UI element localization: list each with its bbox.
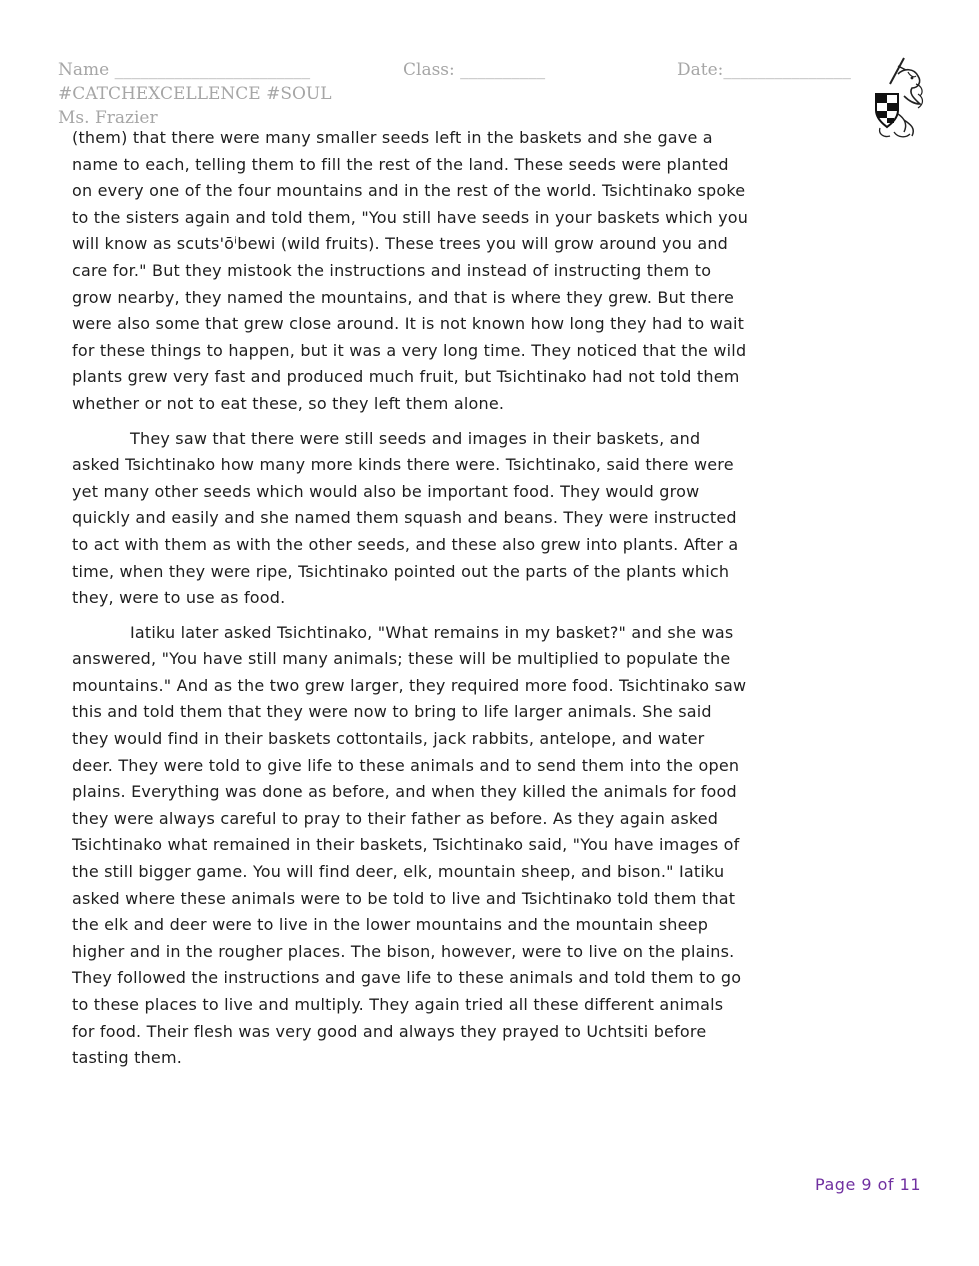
class-field-label: Class: __________ [403, 60, 546, 80]
page-number: Page 9 of 11 [815, 1175, 921, 1194]
paragraph: Iatiku later asked Tsichtinako, "What remains in my basket?" and she was answered, "You have still many animals; these will be multiplied to populate the mountains." And as the two grew larger, they required more food. Tsichtinako saw this and told them that they were now to bring to life larger animals. She said they would find in their baskets cottontails, jack rabbits, antelope, and water deer. They were told to give life to these animals and to send them into the open plains. Everything was done as before, and when they killed the animals for food they were always careful to pray to their father as before. As they again asked Tsichtinako what remained in their baskets, Tsichtinako said, "You have images of the still bigger game. You will find deer, elk, mountain sheep, and bison." Iatiku asked where these animals were to be told to live and Tsichtinako told them that the elk and deer were to live in the lower mountains and the mountain sheep higher and in the rougher places. The bison, however, were to live on the plains. They followed the instructions and gave life to these animals and told them to go to these places to live and multiply. They again tried all these different animals for food. Their flesh was very good and always they prayed to Uchtsiti before tasting them. [72, 622, 747, 1068]
knight-lion-crest-icon [868, 54, 926, 140]
name-field-label: Name _______________________ [58, 60, 311, 80]
teacher-name: Ms. Frazier [58, 108, 158, 128]
paragraph: They saw that there were still seeds and images in their baskets, and asked Tsichtinako how many more kinds there were. Tsichtinako, said there were yet many other seeds which would also be important food. They would grow quickly and easily and she named them squash and beans. They were instructed to act with them as with the other seeds, and these also grew into plants. After a time, when they were ripe, Tsichtinako pointed out the parts of the plants which they, were to use as food. [72, 428, 739, 608]
paragraph: (them) that there were many smaller seeds left in the baskets and she gave a name to each, telling them to fill the rest of the land. These seeds were planted on every one of the four mountains and in the rest of the world. Tsichtinako spoke to the sisters again and told them, "You still have seeds in your baskets which you will know as scuts'ōⁱbewi (wild fruits). These trees you will grow around you and care for." But they mistook the instructions and instead of instructing them to grow nearby, they named the mountains, and that is where they grew. But there were also some that grew close around. It is not known how long they had to wait for these things to happen, but it was a very long time. They noticed that the wild plants grew very fast and produced much fruit, but Tsichtinako had not told them whether or not to eat these, so they left them alone. [72, 128, 749, 413]
reading-passage [72, 125, 750, 1080]
hashtags: #CATCHEXCELLENCE #SOUL [58, 84, 332, 104]
date-field-label: Date:_______________ [677, 60, 851, 80]
